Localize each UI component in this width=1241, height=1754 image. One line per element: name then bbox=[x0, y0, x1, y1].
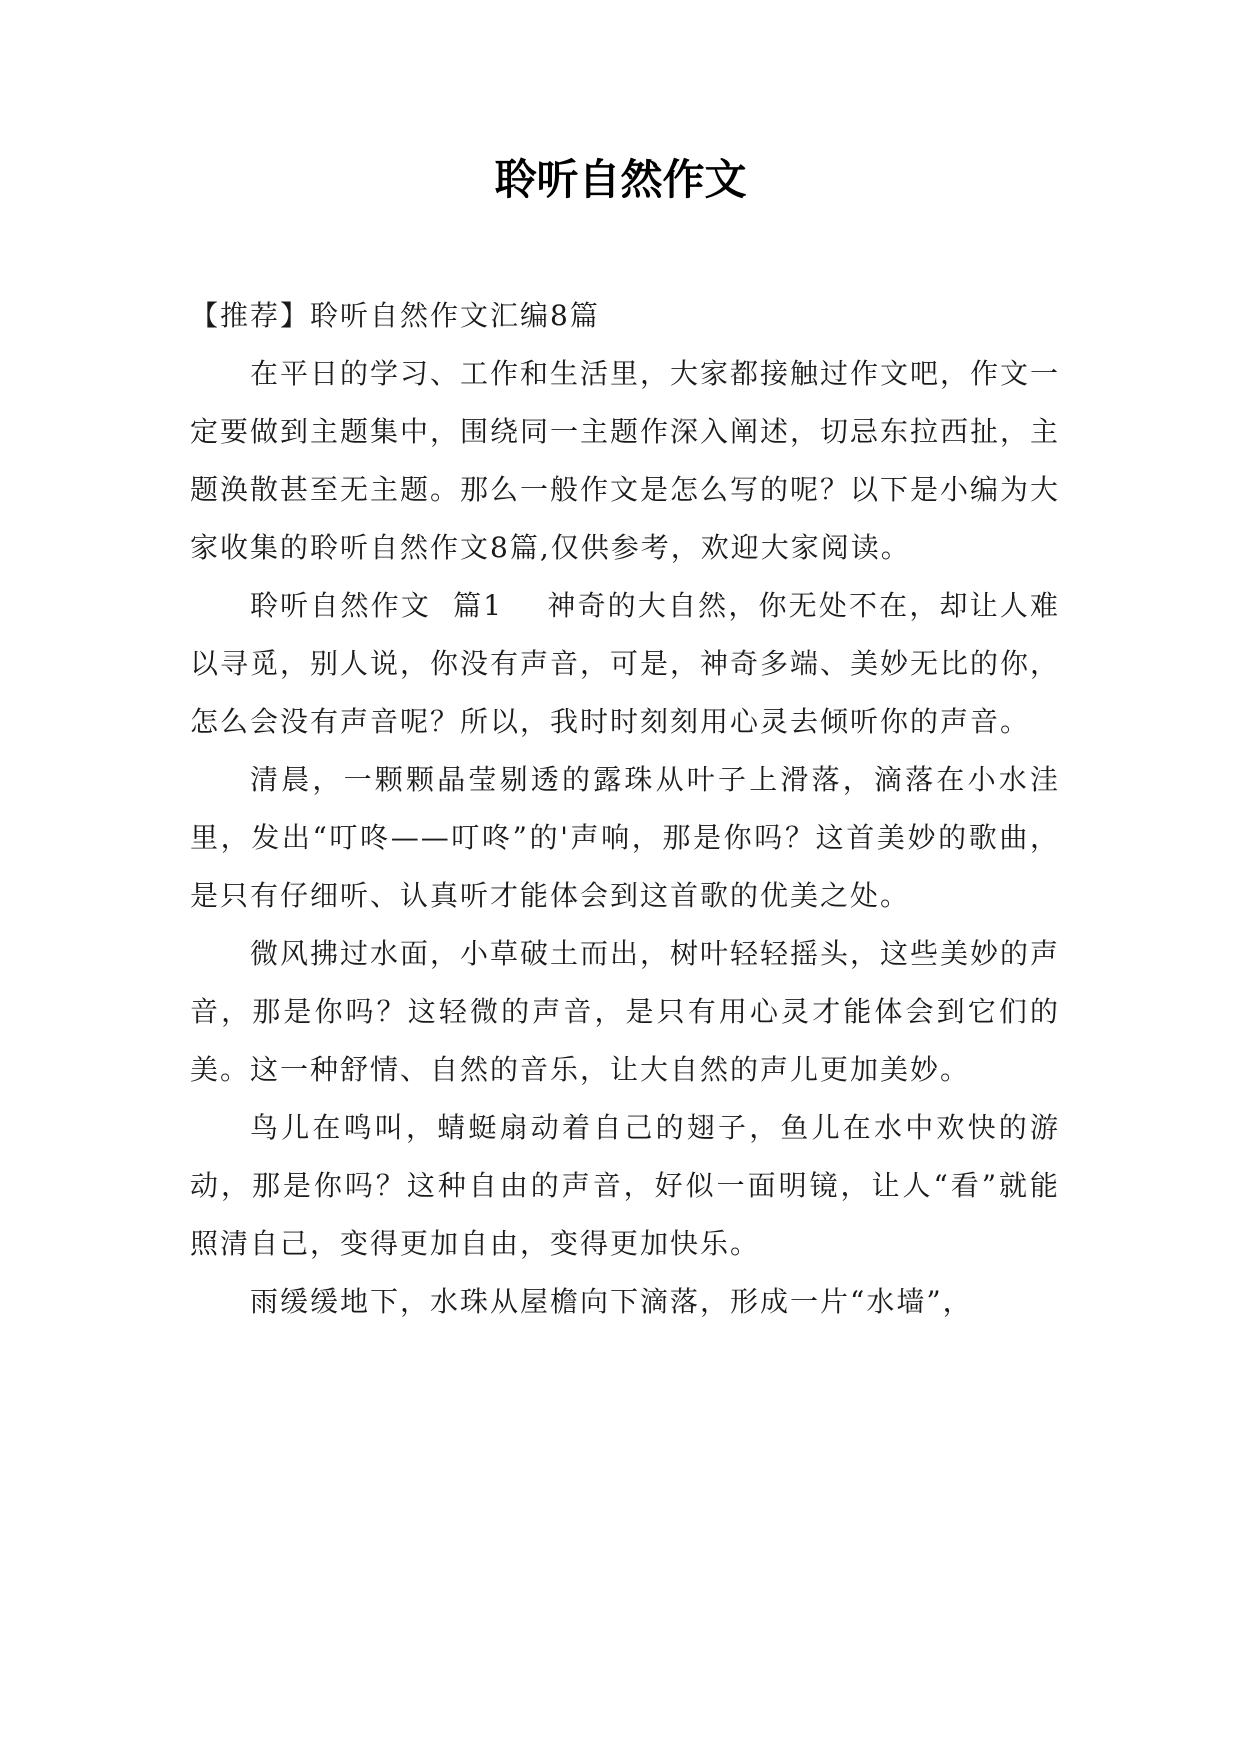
essay-1-paragraph-3: 微风拂过水面，小草破土而出，树叶轻轻摇头，这些美妙的声音，那是你吗？这轻微的声音，是只有用心灵才能体会到它们的美。这一种舒情、自然的音乐，让大自然的声儿更加美妙。 bbox=[190, 937, 1061, 1086]
document-body bbox=[190, 287, 1060, 1331]
essay-1-paragraph-2: 清晨，一颗颗晶莹剔透的露珠从叶子上滑落，滴落在小水洼里，发出“叮咚——叮咚”的'声响，那是你吗？这首美妙的歌曲，是只有仔细听、认真听才能体会到这首歌的优美之处。 bbox=[190, 763, 1060, 912]
essay-1-paragraph-4: 鸟儿在鸣叫，蜻蜓扇动着自己的翅子，鱼儿在水中欢快的游动，那是你吗？这种自由的声音，好似一面明镜，让人“看”就能照清自己，变得更加自由，变得更加快乐。 bbox=[190, 1111, 1060, 1260]
essay-1-paragraph-1: 聆听自然作文 篇1 神奇的大自然，你无处不在，却让人难以寻觅，别人说，你没有声音，可是，神奇多端、美妙无比的你，怎么会没有声音呢？所以，我时时刻刻用心灵去倾听你的声音。 bbox=[190, 589, 1061, 738]
document-title: 聆听自然作文 bbox=[494, 155, 747, 204]
recommend-heading: 【推荐】聆听自然作文汇编8篇 bbox=[190, 299, 600, 332]
essay-1-paragraph-5: 雨缓缓地下，水珠从屋檐向下滴落，形成一片“水墙”， bbox=[250, 1285, 973, 1318]
intro-paragraph: 在平日的学习、工作和生活里，大家都接触过作文吧，作文一定要做到主题集中，围绕同一主题作深入阐述，切忌东拉西扯，主题涣散甚至无主题。那么一般作文是怎么写的呢？以下是小编为大家收集的聆听自然作文8篇,仅供参考，欢迎大家阅读。 bbox=[190, 357, 1061, 564]
